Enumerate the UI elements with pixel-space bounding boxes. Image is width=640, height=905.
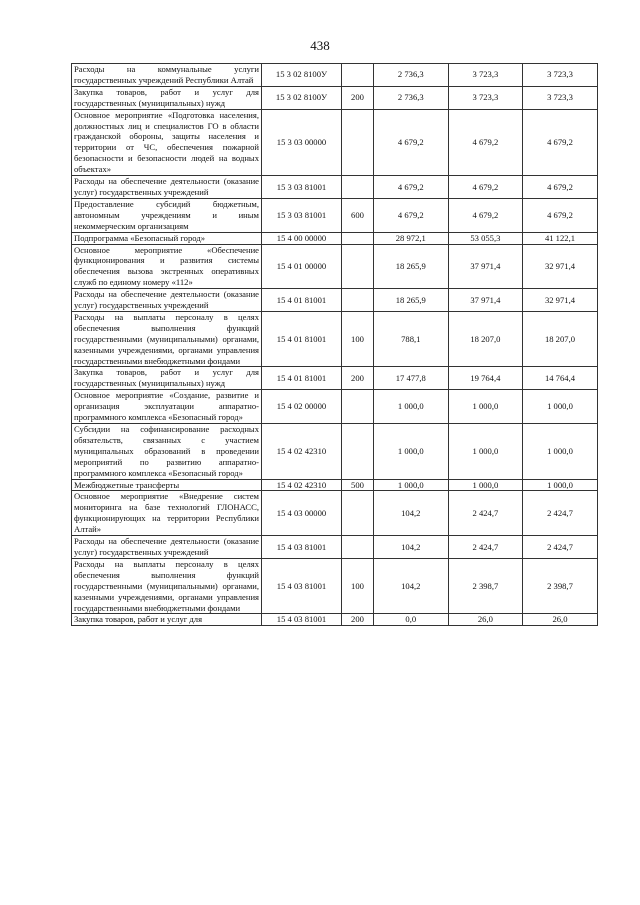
row-value-2-cell: 26,0 xyxy=(448,614,523,626)
row-code-cell: 15 4 02 42310 xyxy=(262,424,342,480)
row-value-3-cell: 4 679,2 xyxy=(523,109,598,175)
row-value-1-cell: 0,0 xyxy=(374,614,449,626)
row-value-3-cell: 18 207,0 xyxy=(523,311,598,367)
table-row xyxy=(72,232,598,244)
table-row xyxy=(72,558,598,614)
row-value-2-cell: 4 679,2 xyxy=(448,109,523,175)
row-name-cell: Закупка товаров, работ и услуг для государственных (муниципальных) нужд xyxy=(72,367,262,390)
table-row xyxy=(72,198,598,232)
row-value-3-cell: 3 723,3 xyxy=(523,86,598,109)
row-value-1-cell: 17 477,8 xyxy=(374,367,449,390)
row-name-cell: Основное мероприятие «Обеспечение функционирования и развития системы обеспечения вызова экстренных оперативных служб по единому номеру «112» xyxy=(72,244,262,289)
row-value-2-cell: 1 000,0 xyxy=(448,479,523,491)
row-code-cell: 15 4 02 42310 xyxy=(262,479,342,491)
row-name-cell: Межбюджетные трансферты xyxy=(72,479,262,491)
table-row xyxy=(72,311,598,367)
row-vr-cell: 600 xyxy=(342,198,374,232)
row-value-1-cell: 788,1 xyxy=(374,311,449,367)
row-code-cell: 15 4 03 81001 xyxy=(262,558,342,614)
row-value-1-cell: 18 265,9 xyxy=(374,244,449,289)
row-vr-cell xyxy=(342,232,374,244)
row-value-2-cell: 3 723,3 xyxy=(448,64,523,87)
table-row xyxy=(72,536,598,559)
row-vr-cell xyxy=(342,109,374,175)
table-body xyxy=(72,64,598,626)
row-vr-cell: 200 xyxy=(342,367,374,390)
row-value-3-cell: 4 679,2 xyxy=(523,198,598,232)
table-row xyxy=(72,86,598,109)
row-value-1-cell: 1 000,0 xyxy=(374,479,449,491)
row-value-2-cell: 1 000,0 xyxy=(448,390,523,424)
row-value-3-cell: 41 122,1 xyxy=(523,232,598,244)
page-number: 438 xyxy=(310,38,330,53)
row-name-cell: Закупка товаров, работ и услуг для государственных (муниципальных) нужд xyxy=(72,86,262,109)
row-value-2-cell: 2 398,7 xyxy=(448,558,523,614)
table-row xyxy=(72,491,598,536)
row-code-cell: 15 3 02 8100У xyxy=(262,64,342,87)
row-value-1-cell: 104,2 xyxy=(374,558,449,614)
row-vr-cell xyxy=(342,491,374,536)
row-value-1-cell: 4 679,2 xyxy=(374,109,449,175)
row-value-1-cell: 2 736,3 xyxy=(374,64,449,87)
row-vr-cell: 500 xyxy=(342,479,374,491)
row-name-cell: Основное мероприятие «Подготовка населения, должностных лиц и специалистов ГО в области гражданской обороны, защиты населения и территории от ЧС, обеспечения пожарной безопасности и безопасности людей на водных объектах» xyxy=(72,109,262,175)
row-value-1-cell: 28 972,1 xyxy=(374,232,449,244)
row-value-3-cell: 1 000,0 xyxy=(523,479,598,491)
row-vr-cell: 200 xyxy=(342,614,374,626)
row-code-cell: 15 3 03 81001 xyxy=(262,198,342,232)
table-row xyxy=(72,424,598,480)
table-row xyxy=(72,64,598,87)
row-code-cell: 15 4 01 00000 xyxy=(262,244,342,289)
row-value-3-cell: 2 424,7 xyxy=(523,491,598,536)
row-name-cell: Предоставление субсидий бюджетным, автономным учреждениям и иным некоммерческим организациям xyxy=(72,198,262,232)
row-value-1-cell: 4 679,2 xyxy=(374,198,449,232)
row-value-2-cell: 2 424,7 xyxy=(448,536,523,559)
row-name-cell: Подпрограмма «Безопасный город» xyxy=(72,232,262,244)
row-value-2-cell: 18 207,0 xyxy=(448,311,523,367)
row-value-1-cell: 1 000,0 xyxy=(374,390,449,424)
row-value-3-cell: 26,0 xyxy=(523,614,598,626)
row-value-3-cell: 1 000,0 xyxy=(523,390,598,424)
row-code-cell: 15 4 01 81001 xyxy=(262,367,342,390)
row-name-cell: Закупка товаров, работ и услуг для xyxy=(72,614,262,626)
row-code-cell: 15 3 02 8100У xyxy=(262,86,342,109)
row-name-cell: Расходы на коммунальные услуги государственных учреждений Республики Алтай xyxy=(72,64,262,87)
row-value-3-cell: 2 398,7 xyxy=(523,558,598,614)
row-name-cell: Расходы на выплаты персоналу в целях обеспечения выполнения функций государственными (муниципальными) органами, казенными учреждениями, органами управления государственными внебюджетными фондами xyxy=(72,311,262,367)
row-name-cell: Расходы на обеспечение деятельности (оказание услуг) государственных учреждений xyxy=(72,536,262,559)
table-row xyxy=(72,289,598,312)
row-vr-cell xyxy=(342,176,374,199)
row-name-cell: Расходы на выплаты персоналу в целях обеспечения выполнения функций государственными (муниципальными) органами, казенными учреждениями, органами управления государственными внебюджетными фондами xyxy=(72,558,262,614)
table-row xyxy=(72,109,598,175)
table-row xyxy=(72,367,598,390)
row-code-cell: 15 4 01 81001 xyxy=(262,311,342,367)
row-vr-cell xyxy=(342,390,374,424)
row-name-cell: Субсидии на софинансирование расходных обязательств, связанных с участием муниципальных образований в проведении мероприятий по развитию аппаратно-программного комплекса «Безопасный город» xyxy=(72,424,262,480)
row-code-cell: 15 4 00 00000 xyxy=(262,232,342,244)
row-vr-cell xyxy=(342,244,374,289)
row-value-3-cell: 32 971,4 xyxy=(523,244,598,289)
table-row xyxy=(72,614,598,626)
row-value-2-cell: 4 679,2 xyxy=(448,198,523,232)
table-row xyxy=(72,244,598,289)
row-vr-cell xyxy=(342,64,374,87)
row-value-1-cell: 18 265,9 xyxy=(374,289,449,312)
row-value-1-cell: 104,2 xyxy=(374,491,449,536)
row-vr-cell: 100 xyxy=(342,311,374,367)
row-value-3-cell: 14 764,4 xyxy=(523,367,598,390)
row-vr-cell xyxy=(342,289,374,312)
row-value-3-cell: 2 424,7 xyxy=(523,536,598,559)
row-value-2-cell: 4 679,2 xyxy=(448,176,523,199)
row-value-2-cell: 2 424,7 xyxy=(448,491,523,536)
row-value-2-cell: 53 055,3 xyxy=(448,232,523,244)
table-row xyxy=(72,176,598,199)
row-code-cell: 15 4 03 81001 xyxy=(262,614,342,626)
row-value-2-cell: 19 764,4 xyxy=(448,367,523,390)
row-vr-cell: 100 xyxy=(342,558,374,614)
table-row xyxy=(72,479,598,491)
row-value-1-cell: 104,2 xyxy=(374,536,449,559)
row-code-cell: 15 4 01 81001 xyxy=(262,289,342,312)
row-value-3-cell: 32 971,4 xyxy=(523,289,598,312)
row-code-cell: 15 4 02 00000 xyxy=(262,390,342,424)
row-name-cell: Основное мероприятие «Создание, развитие и организация эксплуатации аппаратно-программного комплекса «Безопасный город» xyxy=(72,390,262,424)
row-value-1-cell: 1 000,0 xyxy=(374,424,449,480)
row-code-cell: 15 4 03 00000 xyxy=(262,491,342,536)
row-value-1-cell: 4 679,2 xyxy=(374,176,449,199)
row-value-2-cell: 3 723,3 xyxy=(448,86,523,109)
row-code-cell: 15 4 03 81001 xyxy=(262,536,342,559)
row-name-cell: Расходы на обеспечение деятельности (оказание услуг) государственных учреждений xyxy=(72,176,262,199)
row-code-cell: 15 3 03 81001 xyxy=(262,176,342,199)
row-value-3-cell: 1 000,0 xyxy=(523,424,598,480)
table-row xyxy=(72,390,598,424)
row-value-2-cell: 37 971,4 xyxy=(448,244,523,289)
row-value-3-cell: 3 723,3 xyxy=(523,64,598,87)
row-vr-cell xyxy=(342,536,374,559)
row-name-cell: Расходы на обеспечение деятельности (оказание услуг) государственных учреждений xyxy=(72,289,262,312)
row-value-2-cell: 37 971,4 xyxy=(448,289,523,312)
row-value-1-cell: 2 736,3 xyxy=(374,86,449,109)
row-value-3-cell: 4 679,2 xyxy=(523,176,598,199)
row-name-cell: Основное мероприятие «Внедрение систем мониторинга на базе технологий ГЛОНАСС, функционирующих на территории Республики Алтай» xyxy=(72,491,262,536)
row-code-cell: 15 3 03 00000 xyxy=(262,109,342,175)
row-vr-cell: 200 xyxy=(342,86,374,109)
row-value-2-cell: 1 000,0 xyxy=(448,424,523,480)
row-vr-cell xyxy=(342,424,374,480)
budget-table xyxy=(71,63,598,626)
